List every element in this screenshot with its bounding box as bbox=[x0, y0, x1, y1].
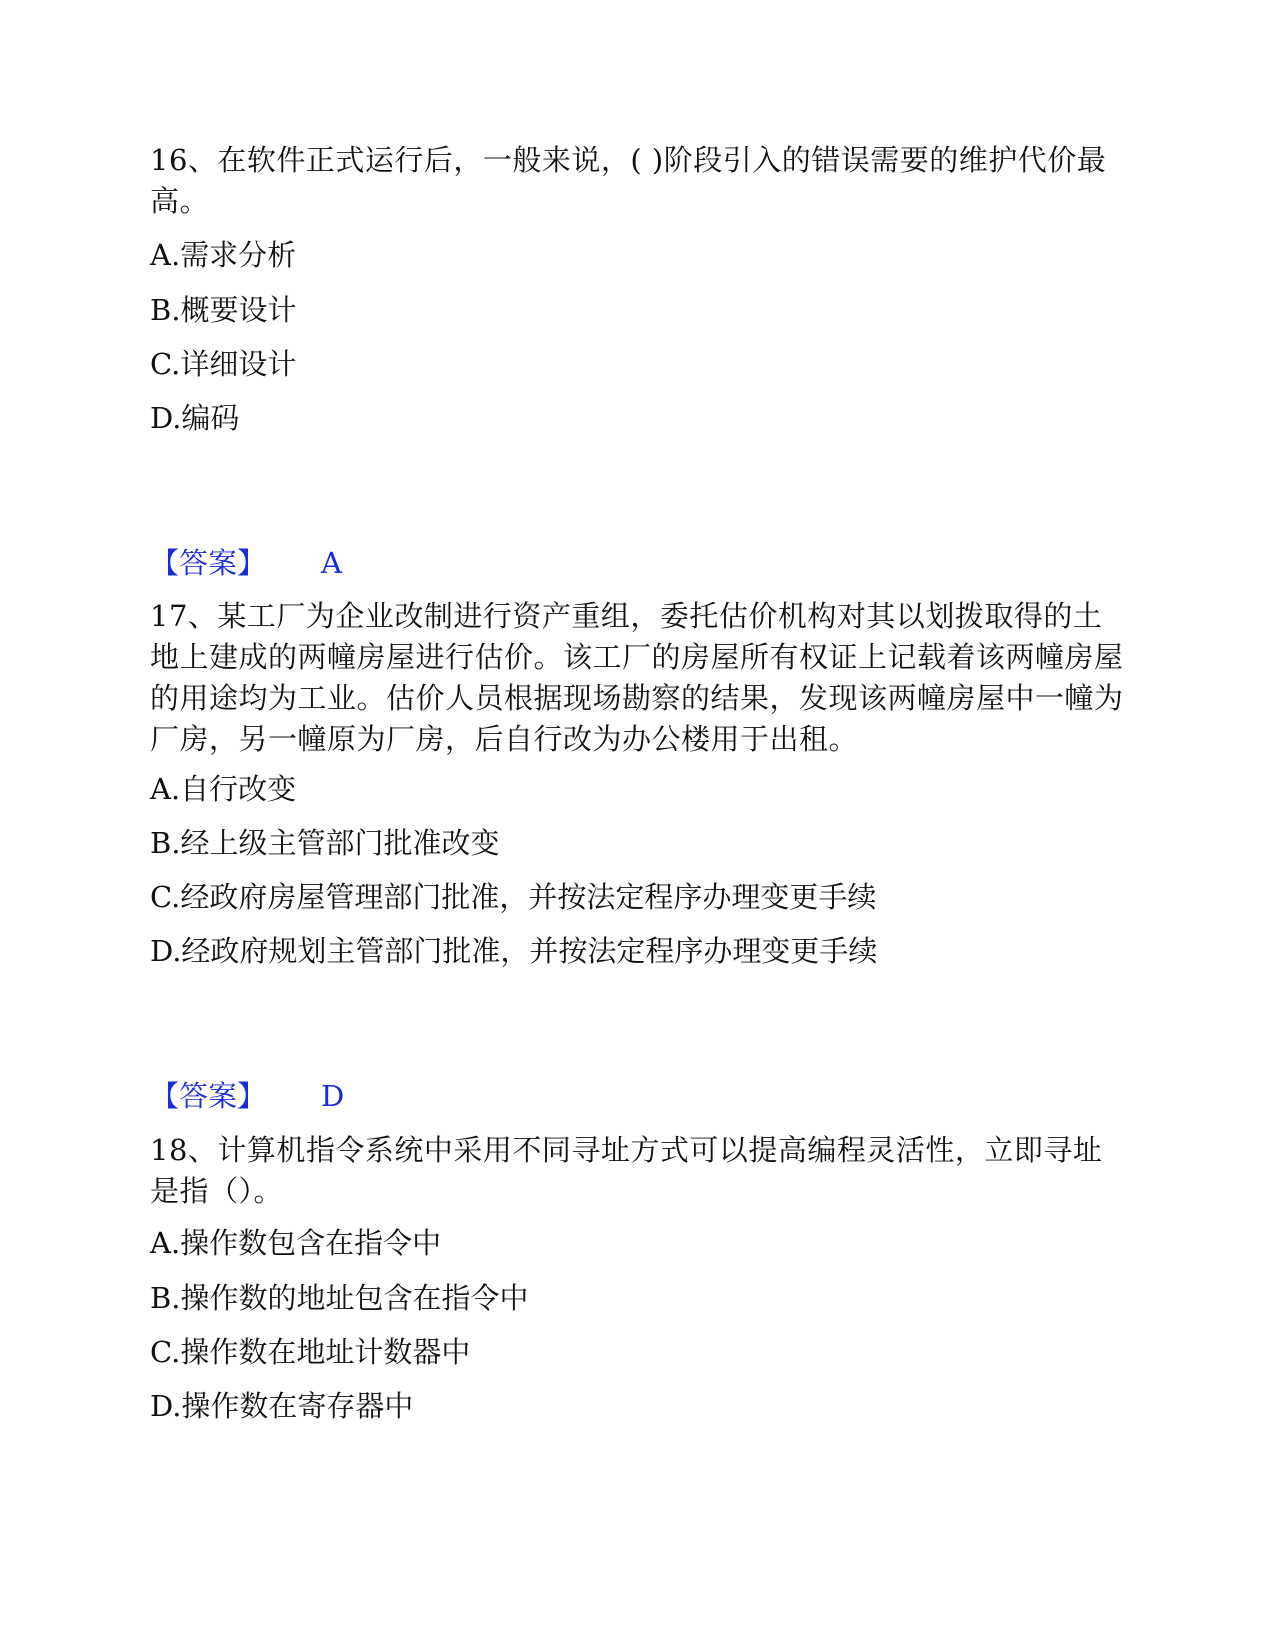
question-16 bbox=[150, 140, 1130, 222]
answer-value: D bbox=[321, 1079, 345, 1113]
question-stem: 16、在软件正式运行后，一般来说，( )阶段引入的错误需要的维护代价最高。 bbox=[150, 143, 1107, 218]
option-d: D.操作数在寄存器中 bbox=[150, 1389, 414, 1423]
option-b: B.经上级主管部门批准改变 bbox=[150, 826, 500, 860]
answer-line bbox=[150, 1076, 344, 1117]
option-a: A.操作数包含在指令中 bbox=[150, 1226, 442, 1260]
option-b: B.概要设计 bbox=[150, 293, 297, 327]
question-stem: 17、某工厂为企业改制进行资产重组，委托估价机构对其以划拨取得的土地上建成的两幢房屋进行估价。该工厂的房屋所有权证上记载着该两幢房屋的用途均为工业。估价人员根据现场勘察的结果，发现该两幢房屋中一幢为厂房，另一幢原为厂房，后自行改为办公楼用于出租。 bbox=[150, 599, 1124, 756]
option-d: D.经政府规划主管部门批准，并按法定程序办理变更手续 bbox=[150, 934, 878, 968]
option-d: D.编码 bbox=[150, 401, 240, 435]
option-c: C.详细设计 bbox=[150, 347, 297, 381]
option-c: C.经政府房屋管理部门批准，并按法定程序办理变更手续 bbox=[150, 880, 877, 914]
question-17 bbox=[150, 596, 1130, 760]
option-c: C.操作数在地址计数器中 bbox=[150, 1335, 471, 1369]
option-a: A.需求分析 bbox=[150, 238, 297, 272]
option-a: A.自行改变 bbox=[150, 772, 297, 806]
answer-line bbox=[150, 543, 342, 584]
question-stem: 18、计算机指令系统中采用不同寻址方式可以提高编程灵活性，立即寻址是指（）。 bbox=[150, 1133, 1103, 1208]
answer-label: 【答案】 bbox=[150, 546, 267, 580]
answer-value: A bbox=[321, 546, 342, 580]
answer-label: 【答案】 bbox=[150, 1079, 267, 1113]
option-b: B.操作数的地址包含在指令中 bbox=[150, 1281, 529, 1315]
question-18 bbox=[150, 1130, 1130, 1212]
